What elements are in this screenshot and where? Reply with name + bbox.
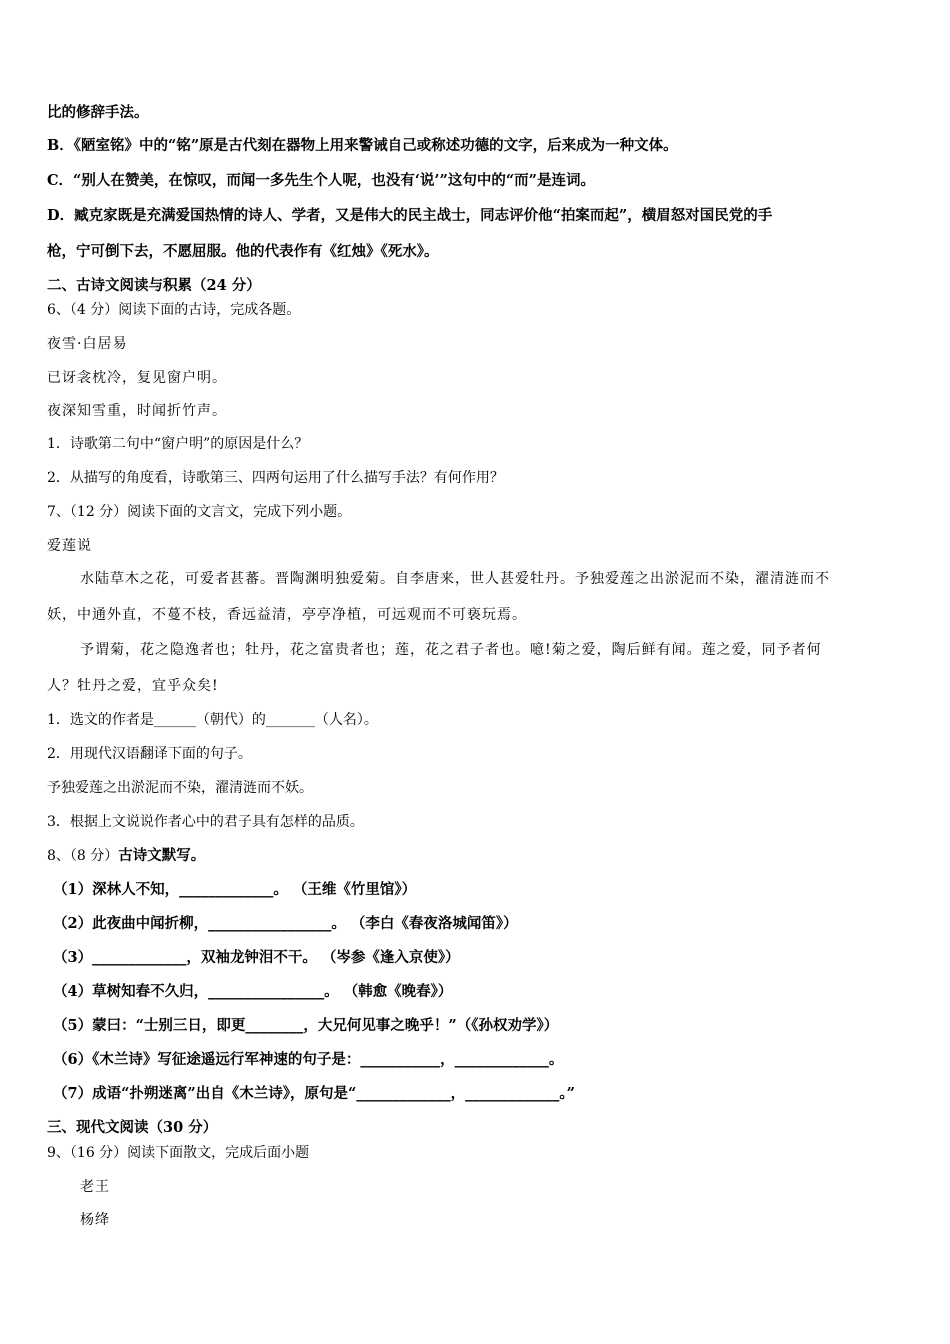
q8-item-4: （4）草树知春不久归，________________。 （韩愈《晚春》） [53,983,453,1000]
option-c: C．“别人在赞美，在惊叹，而闻一多先生个人呢，也没有‘说’”这句中的“而”是连词。 [47,172,595,189]
poem-line-2: 夜深知雪重，时闻折竹声。 [47,403,227,419]
q8-item-7: （7）成语“扑朔迷离”出自《木兰诗》，原句是“_____________，_____________。” [53,1085,575,1102]
prose-title: 老王 [80,1179,110,1195]
essay-para-1-line2: 妖，中通外直，不蔓不枝，香远益清，亭亭净植，可远观而不可亵玩焉。 [47,607,527,623]
option-d-line1: D．臧克家既是充满爱国热情的诗人、学者，又是伟大的民主战士，同志评价他“拍案而起”，横眉怒对国民党的手 [47,207,773,224]
q8-item-5: （5）蒙曰：“士别三日，即更________，大兄何见事之晚乎！”（《孙权劝学》） [53,1017,559,1034]
option-b: B．《陋室铭》中的“铭”原是古代刻在器物上用来警诫自己或称述功德的文字，后来成为一种文体。 [47,137,678,154]
q8-item-2: （2）此夜曲中闻折柳，_________________。 （李白《春夜洛城闻笛》） [53,915,518,932]
section-3-heading: 三、现代文阅读（30 分） [47,1119,218,1136]
poem-line-1: 已讶衾枕冷，复见窗户明。 [47,370,227,386]
q8-item-3: （3）_____________，双袖龙钟泪不干。 （岑参《逢入京使》） [53,949,460,966]
q7-sub-2: 2．用现代汉语翻译下面的句子。 [47,746,252,762]
question-8-number: 8、（8 分） [47,848,119,864]
essay-title: 爱莲说 [47,538,92,554]
q6-sub-1: 1．诗歌第二句中“窗户明”的原因是什么？ [47,436,309,452]
question-8-label: 古诗文默写。 [118,847,206,864]
q7-sub-3: 3．根据上文说说作者心中的君子具有怎样的品质。 [47,814,364,830]
essay-para-2-line2: 人？牡丹之爱，宜乎众矣! [47,678,219,694]
poem-title: 夜雪·白居易 [47,336,128,352]
q8-item-6: （6）《木兰诗》写征途遥远行军神速的句子是：___________，_____________。 [53,1051,564,1068]
option-a-tail: 比的修辞手法。 [47,104,149,121]
essay-para-2-line1: 予谓菊，花之隐逸者也；牡丹，花之富贵者也；莲，花之君子者也。噫!菊之爱，陶后鲜有闻。莲之爱，同予者何 [80,642,822,658]
option-d-line2: 枪，宁可倒下去，不愿屈服。他的代表作有《红烛》《死水》。 [47,243,439,260]
question-9-title: 9、（16 分）阅读下面散文，完成后面小题 [47,1145,310,1161]
q6-sub-2: 2．从描写的角度看，诗歌第三、四两句运用了什么描写手法？有何作用？ [47,470,504,486]
q7-sub-1: 1．选文的作者是______（朝代）的_______（人名）。 [47,712,378,728]
q8-item-1: （1）深林人不知，_____________。 （王维《竹里馆》） [53,881,417,898]
prose-author: 杨绛 [80,1212,110,1228]
question-6-title: 6、（4 分）阅读下面的古诗，完成各题。 [47,302,301,318]
question-8-title [47,846,205,866]
section-2-heading: 二、古诗文阅读与积累（24 分） [47,277,261,294]
q7-sentence: 予独爱莲之出淤泥而不染，濯清涟而不妖。 [47,780,313,796]
essay-para-1-line1: 水陆草木之花，可爱者甚蕃。晋陶渊明独爱菊。自李唐来，世人甚爱牡丹。予独爱莲之出淤泥而不染，濯清涟而不 [80,571,830,587]
question-7-title: 7、（12 分）阅读下面的文言文，完成下列小题。 [47,504,352,520]
